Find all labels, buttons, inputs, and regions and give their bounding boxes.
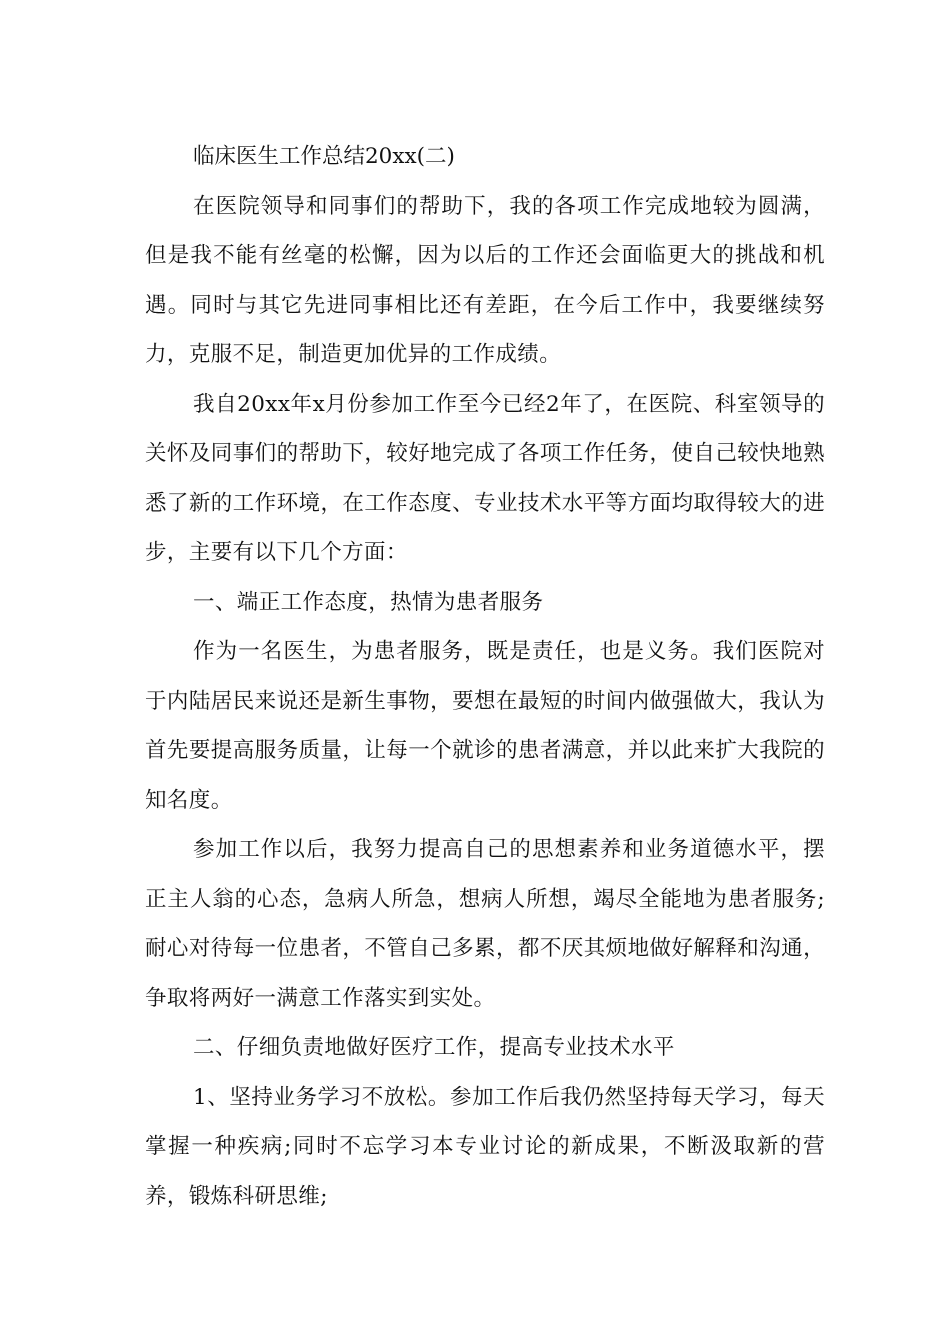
paragraph-service: 作为一名医生，为患者服务，既是责任，也是义务。我们医院对于内陆居民来说还是新生事物，要想在最短的时间内做强做大，我认为首先要提高服务质量，让每一个就诊的患者满意，并以此来扩大我院的知名度。 <box>145 639 825 813</box>
paragraph-study: 1、坚持业务学习不放松。参加工作后我仍然坚持每天学习，每天掌握一种疾病;同时不忘学习本专业讨论的新成果，不断汲取新的营养，锻炼科研思维; <box>145 1084 825 1209</box>
section-heading-2: 二、仔细负责地做好医疗工作，提高专业技术水平 <box>193 1035 675 1060</box>
paragraph-intro: 在医院领导和同事们的帮助下，我的各项工作完成地较为圆满，但是我不能有丝毫的松懈，因为以后的工作还会面临更大的挑战和机遇。同时与其它先进同事相比还有差距，在今后工作中，我要继续努力，克服不足，制造更加优异的工作成绩。 <box>145 193 825 367</box>
document-title: 临床医生工作总结20xx(二) <box>193 144 455 169</box>
document-body <box>145 132 825 1221</box>
paragraph-background: 我自20xx年x月份参加工作至今已经2年了，在医院、科室领导的关怀及同事们的帮助下，较好地完成了各项工作任务，使自己较快地熟悉了新的工作环境，在工作态度、专业技术水平等方面均取得较大的进步，主要有以下几个方面： <box>145 391 825 565</box>
paragraph-ethics: 参加工作以后，我努力提高自己的思想素养和业务道德水平，摆正主人翁的心态，急病人所急，想病人所想，竭尽全能地为患者服务;耐心对待每一位患者，不管自己多累，都不厌其烦地做好解释和沟通，争取将两好一满意工作落实到实处。 <box>145 837 825 1011</box>
section-heading-1: 一、端正工作态度，热情为患者服务 <box>193 589 544 615</box>
